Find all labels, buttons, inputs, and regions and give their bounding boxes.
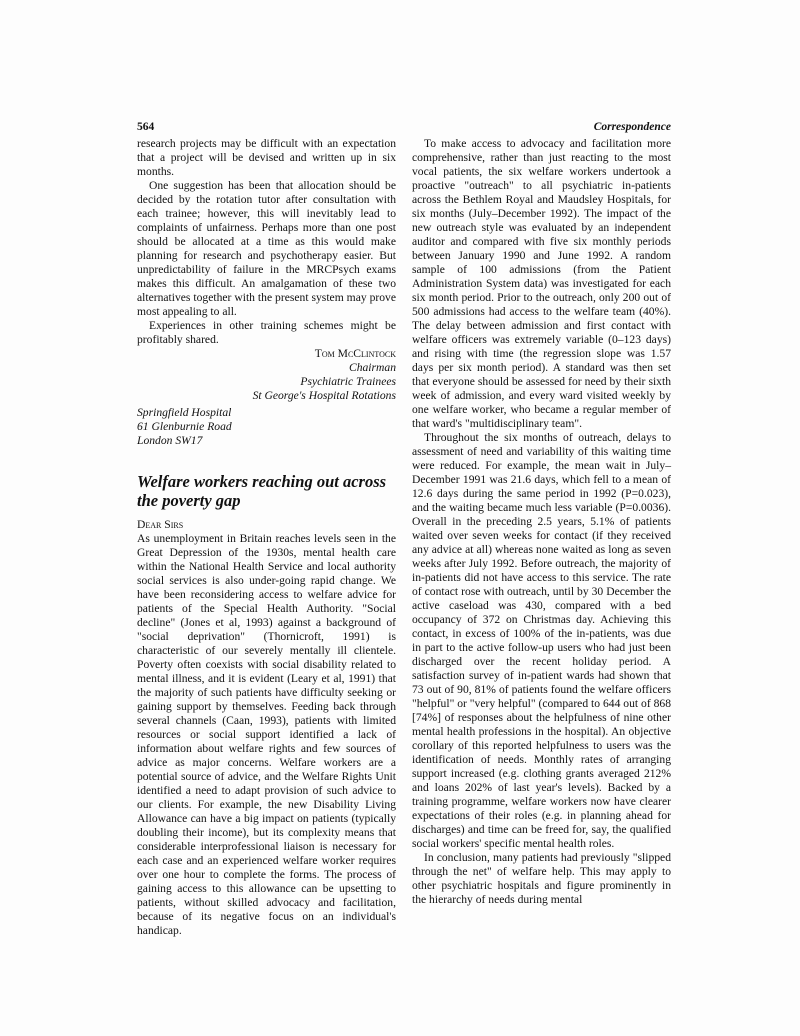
signature-name: Tom McClintock — [314, 347, 396, 360]
salutation: Dear Sirs — [137, 518, 184, 531]
address-line: London SW17 — [137, 434, 203, 447]
address-line: 61 Glenburnie Road — [137, 420, 232, 433]
paragraph: To make access to advocacy and facilitation more comprehensive, rather than just reacting to the most vocal patients, the six welfare workers undertook a proactive "outreach" to all psychiatric in-patients across the Bethlem Royal and Maudsley Hospitals, for six months (July–December 1992). The impact of the new outreach style was evaluated by an independent auditor and compared with five six monthly periods between January 1990 and June 1992. A random sample of 100 admissions (from the Patient Administration System data) was investigated for each six month period. Prior to the outreach, only 200 out of 500 admissions had access to the welfare team (40%). The delay between admission and first contact with welfare officers was extremely variable (0–123 days) and rising with time (the regression slope was 1.57 days per six month period). A standard was then set that everyone should be assessed for need by their sixth week of admission, and every ward visited weekly by one welfare worker, who became a regular member of that ward's "multidisciplinary team". — [412, 137, 671, 430]
left-column — [137, 137, 396, 938]
journal-page — [137, 120, 671, 937]
running-head: Correspondence — [593, 121, 671, 133]
paragraph: Throughout the six months of outreach, delays to assessment of need and variability of this waiting time were reduced. For example, the mean wait in July–December 1991 was 21.6 days, which fell to a mean of 12.6 days during the same period in 1992 (P=0.023), and the waiting became much less variable (P=0.0036). Overall in the preceding 2.5 years, 5.1% of patients waited over seven weeks for contact (if they received any advice at all) whereas none waited as long as seven weeks after July 1992. Before outreach, the majority of in-patients did not have access to this service. The rate of contact rose with outreach, until by 30 December the active caseload was 430, compared with a bed occupancy of 372 on Christmas day. Achieving this contact, in excess of 100% of the in-patients, was due in part to the active follow-up users who had just been discharged over the recent holiday period. A satisfaction survey of in-patient wards had shown that 73 out of 90, 81% of patients found the welfare officers "helpful" or "very helpful" (compared to 644 out of 868 [74%] of responses about the helpfulness of nine other mental health professions in the hospital). An objective corollary of this reported helpfulness to users was the identification of needs. Monthly rates of arranging support increased (e.g. clothing grants averaged 212% and loans 202% of last year's levels). Backed by a training programme, welfare workers now have clearer expectations of their roles (e.g. in planning ahead for discharges) and time can be freed for, say, the qualified social workers' specific mental health roles. — [412, 431, 671, 850]
address-line: Springfield Hospital — [137, 406, 232, 419]
signature-role: St George's Hospital Rotations — [252, 389, 396, 402]
paragraph: As unemployment in Britain reaches levels seen in the Great Depression of the 1930s, mental health care within the National Health Service and local authority social services is also under-going rapid change. We have been reconsidering access to welfare advice for patients of the Special Health Authority. "Social decline" (Jones et al, 1993) against a background of "social deprivation" (Thornicroft, 1991) is characteristic of our severely mentally ill clientele. Poverty often coexists with social disability related to mental illness, and it is evident (Leary et al, 1991) that the majority of such patients have difficulty seeking or gaining support by themselves. Feeding back through several channels (Caan, 1993), patients with limited resources or social support identified a lack of information about welfare rights and few sources of advice as major concerns. Welfare workers are a potential source of advice, and the Welfare Rights Unit identified a need to adapt provision of such advice to our clients. For example, the new Disability Living Allowance can have a big impact on patients (typically doubling their income), but its complexity means that considerable interprofessional liaison is necessary for each case and an experienced welfare worker requires over one hour to complete the forms. The process of gaining access to this allowance can be upsetting to patients, without skilled advocacy and facilitation, because of its negative focus on an individual's handicap. — [137, 532, 396, 937]
signature-role: Chairman — [348, 361, 396, 374]
page-number: 564 — [137, 121, 155, 133]
signature-role: Psychiatric Trainees — [300, 375, 396, 388]
sender-address — [137, 406, 396, 448]
paragraph: research projects may be difficult with an expectation that a project will be devised and written up in six months. — [137, 137, 396, 178]
right-column — [412, 137, 671, 907]
letter-signature — [137, 347, 396, 403]
paragraph: In conclusion, many patients had previously "slipped through the net" of welfare help. This may apply to other psychiatric hospitals and figure prominently in the hierarchy of needs during mental — [412, 851, 671, 906]
letter-title: Welfare workers reaching out across the poverty gap — [137, 472, 387, 510]
paragraph: Experiences in other training schemes might be profitably shared. — [137, 319, 396, 346]
paragraph: One suggestion has been that allocation should be decided by the rotation tutor after consultation with each trainee; however, this will inevitably lead to complaints of unfairness. Perhaps more than one post should be allocated at a time as this would make planning for research and psychotherapy easier. But unpredictability of failure in the MRCPsych exams makes this difficult. An amalgamation of these two alternatives together with the present system may prove most appealing to all. — [137, 179, 396, 318]
page-header — [137, 120, 671, 136]
